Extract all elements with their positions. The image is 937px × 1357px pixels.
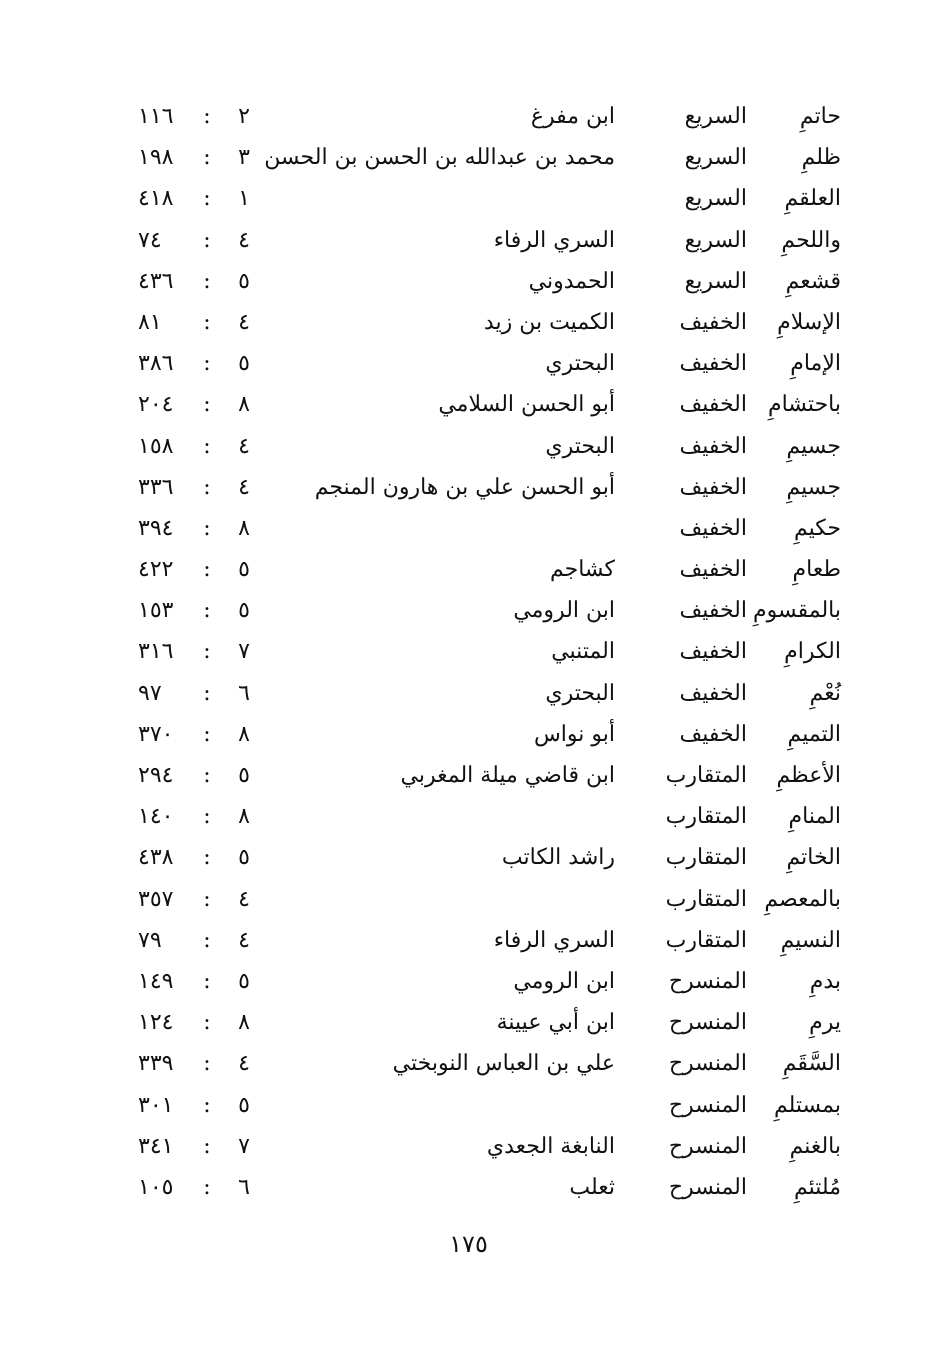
volume-page-reference: ١٤٠ : ٨ xyxy=(138,804,250,830)
meter-name: السريع xyxy=(684,186,747,212)
volume-page-reference: ٣٨٦ : ٥ xyxy=(138,351,250,377)
poet-name: البحتري xyxy=(545,680,615,706)
meter-name: الخفيف xyxy=(679,351,747,377)
meter-name: المنسرح xyxy=(668,1133,747,1159)
meter-name: الخفيف xyxy=(679,309,747,335)
volume-page-reference: ١٥٣ : ٥ xyxy=(138,598,250,624)
meter-name: الخفيف xyxy=(679,433,747,459)
index-row xyxy=(0,631,937,672)
volume-page-reference: ٢٩٤ : ٥ xyxy=(138,763,250,788)
meter-name: السريع xyxy=(684,227,747,253)
meter-name: الخفيف xyxy=(679,639,747,665)
index-row xyxy=(0,96,937,137)
index-row xyxy=(0,1085,937,1126)
poet-name: كشاجم xyxy=(549,557,615,583)
index-row xyxy=(0,920,937,961)
poet-name: ابن الرومي xyxy=(513,598,615,624)
volume-page-reference: ١٢٤ : ٨ xyxy=(138,1010,250,1036)
index-row xyxy=(0,590,937,631)
volume-page-reference: ١١٦ : ٢ xyxy=(138,104,250,129)
index-row xyxy=(0,755,937,796)
rhyme-word: الكرامِ xyxy=(784,639,841,665)
poet-name: ثعلب xyxy=(569,1174,615,1200)
poet-name: النابغة الجعدي xyxy=(486,1133,615,1159)
index-row xyxy=(0,837,937,878)
volume-page-reference: ١٩٨ : ٣ xyxy=(138,145,250,171)
rhyme-word: الإمامِ xyxy=(790,351,841,377)
volume-page-reference: ٣٥٧ : ٤ xyxy=(138,886,250,912)
index-row xyxy=(0,549,937,590)
volume-page-reference: ١٥٨ : ٤ xyxy=(138,433,250,459)
rhyme-word: العلقمِ xyxy=(784,186,841,212)
poet-name: ابن الرومي xyxy=(513,968,615,994)
volume-page-reference: ٤٣٦ : ٥ xyxy=(138,268,250,294)
index-row xyxy=(0,508,937,549)
rhyme-word: جسيمِ xyxy=(786,474,841,500)
index-row xyxy=(0,220,937,261)
index-row xyxy=(0,796,937,837)
rhyme-word: يرمِ xyxy=(809,1010,841,1036)
rhyme-word: الإسلامِ xyxy=(777,309,841,335)
index-row xyxy=(0,1002,937,1043)
rhyme-word: الخاتمِ xyxy=(786,845,841,871)
index-row xyxy=(0,961,937,1002)
volume-page-reference: ٣٩٤ : ٨ xyxy=(138,515,250,541)
rhyme-word: واللحمِ xyxy=(781,227,841,253)
volume-page-reference: ٣٤١ : ٧ xyxy=(138,1133,250,1159)
volume-page-reference: ١٤٩ : ٥ xyxy=(138,968,250,994)
poet-name: ابن قاضي ميلة المغربي xyxy=(400,763,615,788)
index-row xyxy=(0,467,937,508)
rhyme-word: النسيمِ xyxy=(780,927,841,953)
volume-page-reference: ٤١٨ : ١ xyxy=(138,186,250,212)
index-row xyxy=(0,178,937,219)
rhyme-word: نُعْمِ xyxy=(809,680,841,706)
meter-name: المنسرح xyxy=(668,1092,747,1118)
meter-name: المتقارب xyxy=(665,804,747,830)
meter-name: السريع xyxy=(684,104,747,129)
poet-name: السري الرفاء xyxy=(493,927,615,953)
poet-name: أبو نواس xyxy=(533,721,615,747)
volume-page-reference: ٣١٦ : ٧ xyxy=(138,639,250,665)
meter-name: السريع xyxy=(684,268,747,294)
rhyme-word: التميمِ xyxy=(787,721,841,747)
meter-name: المتقارب xyxy=(665,845,747,871)
rhyme-word: بمستلمِ xyxy=(773,1092,841,1118)
index-row xyxy=(0,426,937,467)
poet-name: علي بن العباس النوبختي xyxy=(392,1051,615,1077)
volume-page-reference: ٢٠٤ : ٨ xyxy=(138,392,250,418)
volume-page-reference: ٣٣٩ : ٤ xyxy=(138,1051,250,1077)
index-row xyxy=(0,1167,937,1208)
poet-name: الكميت بن زيد xyxy=(483,309,615,335)
volume-page-reference: ٣٠١ : ٥ xyxy=(138,1092,250,1118)
volume-page-reference: ٧٩ : ٤ xyxy=(138,927,250,953)
rhyme-word: جسيمِ xyxy=(786,433,841,459)
meter-name: المتقارب xyxy=(665,927,747,953)
meter-name: المنسرح xyxy=(668,1010,747,1036)
poet-name: الحمدوني xyxy=(528,268,615,294)
index-row xyxy=(0,302,937,343)
meter-name: المتقارب xyxy=(665,763,747,788)
index-row xyxy=(0,673,937,714)
poet-name: ابن مفرغ xyxy=(530,104,615,129)
meter-name: الخفيف xyxy=(679,392,747,418)
volume-page-reference: ٤٢٢ : ٥ xyxy=(138,557,250,583)
rhyme-word: باحتشامِ xyxy=(767,392,841,418)
volume-page-reference: ٧٤ : ٤ xyxy=(138,227,250,253)
rhyme-word: الأعظمِ xyxy=(776,763,841,788)
rhyme-word: طعامِ xyxy=(792,557,841,583)
rhyme-word: بدمِ xyxy=(809,968,841,994)
meter-name: الخفيف xyxy=(679,680,747,706)
rhyme-word: المنامِ xyxy=(788,804,841,830)
rhyme-index-table xyxy=(0,96,937,1208)
meter-name: المنسرح xyxy=(668,1051,747,1077)
meter-name: الخفيف xyxy=(679,474,747,500)
index-row xyxy=(0,1043,937,1084)
poet-name: راشد الكاتب xyxy=(501,845,615,871)
rhyme-word: مُلتئمِ xyxy=(794,1174,841,1200)
rhyme-word: بالمعصمِ xyxy=(764,886,841,912)
index-row xyxy=(0,261,937,302)
poet-name: البحتري xyxy=(545,433,615,459)
meter-name: المنسرح xyxy=(668,1174,747,1200)
rhyme-word: بالمقسومِ xyxy=(753,598,841,624)
rhyme-word: حاتمِ xyxy=(799,104,841,129)
volume-page-reference: ٤٣٨ : ٥ xyxy=(138,845,250,871)
meter-name: الخفيف xyxy=(679,515,747,541)
volume-page-reference: ١٠٥ : ٦ xyxy=(138,1174,250,1200)
meter-name: الخفيف xyxy=(679,557,747,583)
poet-name: البحتري xyxy=(545,351,615,377)
index-row xyxy=(0,1126,937,1167)
volume-page-reference: ٣٣٦ : ٤ xyxy=(138,474,250,500)
volume-page-reference: ٩٧ : ٦ xyxy=(138,680,250,706)
volume-page-reference: ٣٧٠ : ٨ xyxy=(138,721,250,747)
poet-name: أبو الحسن علي بن هارون المنجم xyxy=(314,474,615,500)
index-row xyxy=(0,879,937,920)
rhyme-word: ظلمِ xyxy=(801,145,841,171)
volume-page-reference: ٨١ : ٤ xyxy=(138,309,250,335)
meter-name: السريع xyxy=(684,145,747,171)
index-row xyxy=(0,137,937,178)
meter-name: المتقارب xyxy=(665,886,747,912)
poet-name: أبو الحسن السلامي xyxy=(438,392,615,418)
index-row xyxy=(0,384,937,425)
meter-name: الخفيف xyxy=(679,598,747,624)
index-row xyxy=(0,714,937,755)
poet-name: محمد بن عبدالله بن الحسن بن الحسن xyxy=(264,145,615,171)
page-number: ١٧٥ xyxy=(449,1230,488,1258)
rhyme-word: السَّقَمِ xyxy=(782,1051,841,1077)
poet-name: السري الرفاء xyxy=(493,227,615,253)
rhyme-word: بالغنمِ xyxy=(789,1133,841,1159)
rhyme-word: قشعمِ xyxy=(785,268,841,294)
poet-name: المتنبي xyxy=(551,639,615,665)
meter-name: المنسرح xyxy=(668,968,747,994)
rhyme-word: حكيمِ xyxy=(793,515,841,541)
poet-name: ابن أبي عيينة xyxy=(496,1010,615,1036)
index-row xyxy=(0,343,937,384)
meter-name: الخفيف xyxy=(679,721,747,747)
